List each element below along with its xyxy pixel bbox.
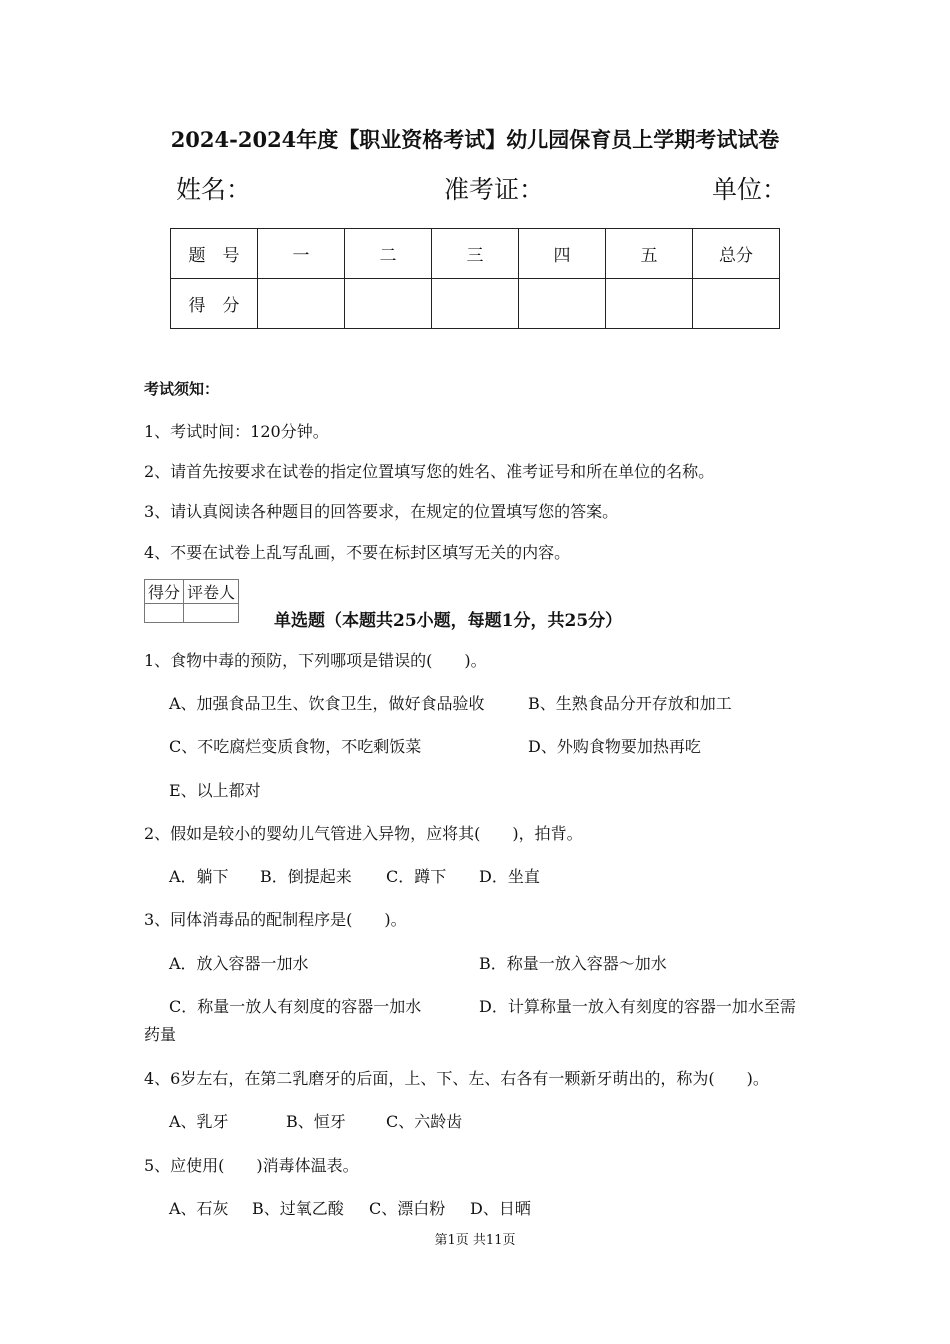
notice-item: 4、不要在试卷上乱写乱画，不要在标封区填写无关的内容。 bbox=[144, 543, 571, 562]
exam-id-label: 准考证： bbox=[444, 175, 545, 204]
score-header-cell: 五 bbox=[606, 229, 693, 279]
grader-box bbox=[144, 579, 239, 623]
question-option[interactable]: D、日晒 bbox=[470, 1199, 531, 1218]
score-cell[interactable] bbox=[606, 279, 693, 329]
score-header-cell: 一 bbox=[258, 229, 345, 279]
question-stem: 4、6岁左右，在第二乳磨牙的后面，上、下、左、右各有一颗新牙萌出的，称为( )。 bbox=[144, 1069, 769, 1088]
unit-label: 单位： bbox=[712, 175, 788, 204]
score-cell[interactable] bbox=[432, 279, 519, 329]
question-option[interactable]: B、恒牙 bbox=[286, 1112, 346, 1131]
question-option[interactable]: B、过氧乙酸 bbox=[252, 1199, 344, 1218]
grader-score-label: 得分 bbox=[145, 580, 184, 604]
question-option[interactable]: C．称量一放人有刻度的容器一加水 bbox=[169, 997, 422, 1016]
question-option[interactable]: A、石灰 bbox=[169, 1199, 229, 1218]
grader-score-cell[interactable] bbox=[145, 604, 184, 623]
question-option[interactable]: B、生熟食品分开存放和加工 bbox=[528, 694, 732, 713]
score-header-cell: 二 bbox=[345, 229, 432, 279]
score-cell[interactable] bbox=[519, 279, 606, 329]
notice-item: 2、请首先按要求在试卷的指定位置填写您的姓名、准考证号和所在单位的名称。 bbox=[144, 462, 715, 481]
question-option[interactable]: B．称量一放入容器～加水 bbox=[479, 954, 667, 973]
notice-heading: 考试须知： bbox=[144, 380, 220, 398]
question-stem: 1、食物中毒的预防，下列哪项是错误的( )。 bbox=[144, 651, 487, 670]
score-cell[interactable] bbox=[345, 279, 432, 329]
question-option[interactable]: B．倒提起来 bbox=[260, 867, 352, 886]
question-option-continued: 药量 bbox=[144, 1025, 177, 1044]
score-cell[interactable] bbox=[693, 279, 780, 329]
question-option[interactable]: A．放入容器一加水 bbox=[169, 954, 309, 973]
question-stem: 3、同体消毒品的配制程序是( )。 bbox=[144, 910, 407, 929]
question-option[interactable]: A、加强食品卫生、饮食卫生，做好食品验收 bbox=[169, 694, 485, 713]
question-option[interactable]: C、不吃腐烂变质食物，不吃剩饭菜 bbox=[169, 737, 422, 756]
question-option[interactable]: C、漂白粉 bbox=[369, 1199, 446, 1218]
section-title: 单选题（本题共25小题，每题1分，共25分） bbox=[274, 611, 623, 631]
name-label: 姓名： bbox=[176, 175, 252, 204]
question-option[interactable]: A、乳牙 bbox=[169, 1112, 229, 1131]
score-header-cell: 总分 bbox=[693, 229, 780, 279]
question-option[interactable]: A．躺下 bbox=[169, 867, 229, 886]
question-stem: 2、假如是较小的婴幼儿气管进入异物，应将其( )，拍背。 bbox=[144, 824, 583, 843]
question-option[interactable]: C．蹲下 bbox=[386, 867, 447, 886]
question-option[interactable]: D．坐直 bbox=[479, 867, 540, 886]
score-table-score-row bbox=[171, 279, 780, 329]
exam-title: 2024-2024年度【职业资格考试】幼儿园保育员上学期考试试卷 bbox=[170, 127, 780, 152]
notice-item: 3、请认真阅读各种题目的回答要求，在规定的位置填写您的答案。 bbox=[144, 502, 619, 521]
score-header-cell: 四 bbox=[519, 229, 606, 279]
question-stem: 5、应使用( )消毒体温表。 bbox=[144, 1156, 359, 1175]
score-row-label: 得 分 bbox=[171, 279, 258, 329]
score-header-cell: 题 号 bbox=[171, 229, 258, 279]
question-option[interactable]: D．计算称量一放入有刻度的容器一加水至需 bbox=[479, 997, 796, 1016]
score-table bbox=[170, 228, 780, 329]
grader-name-label: 评卷人 bbox=[184, 580, 239, 604]
page-footer: 第1页 共11页 bbox=[434, 1233, 516, 1248]
notice-item: 1、考试时间：120分钟。 bbox=[144, 422, 329, 441]
question-option[interactable]: C、六龄齿 bbox=[386, 1112, 463, 1131]
score-header-cell: 三 bbox=[432, 229, 519, 279]
score-table-header-row bbox=[171, 229, 780, 279]
question-option[interactable]: E、以上都对 bbox=[169, 781, 261, 800]
score-cell[interactable] bbox=[258, 279, 345, 329]
question-option[interactable]: D、外购食物要加热再吃 bbox=[528, 737, 701, 756]
grader-name-cell[interactable] bbox=[184, 604, 239, 623]
